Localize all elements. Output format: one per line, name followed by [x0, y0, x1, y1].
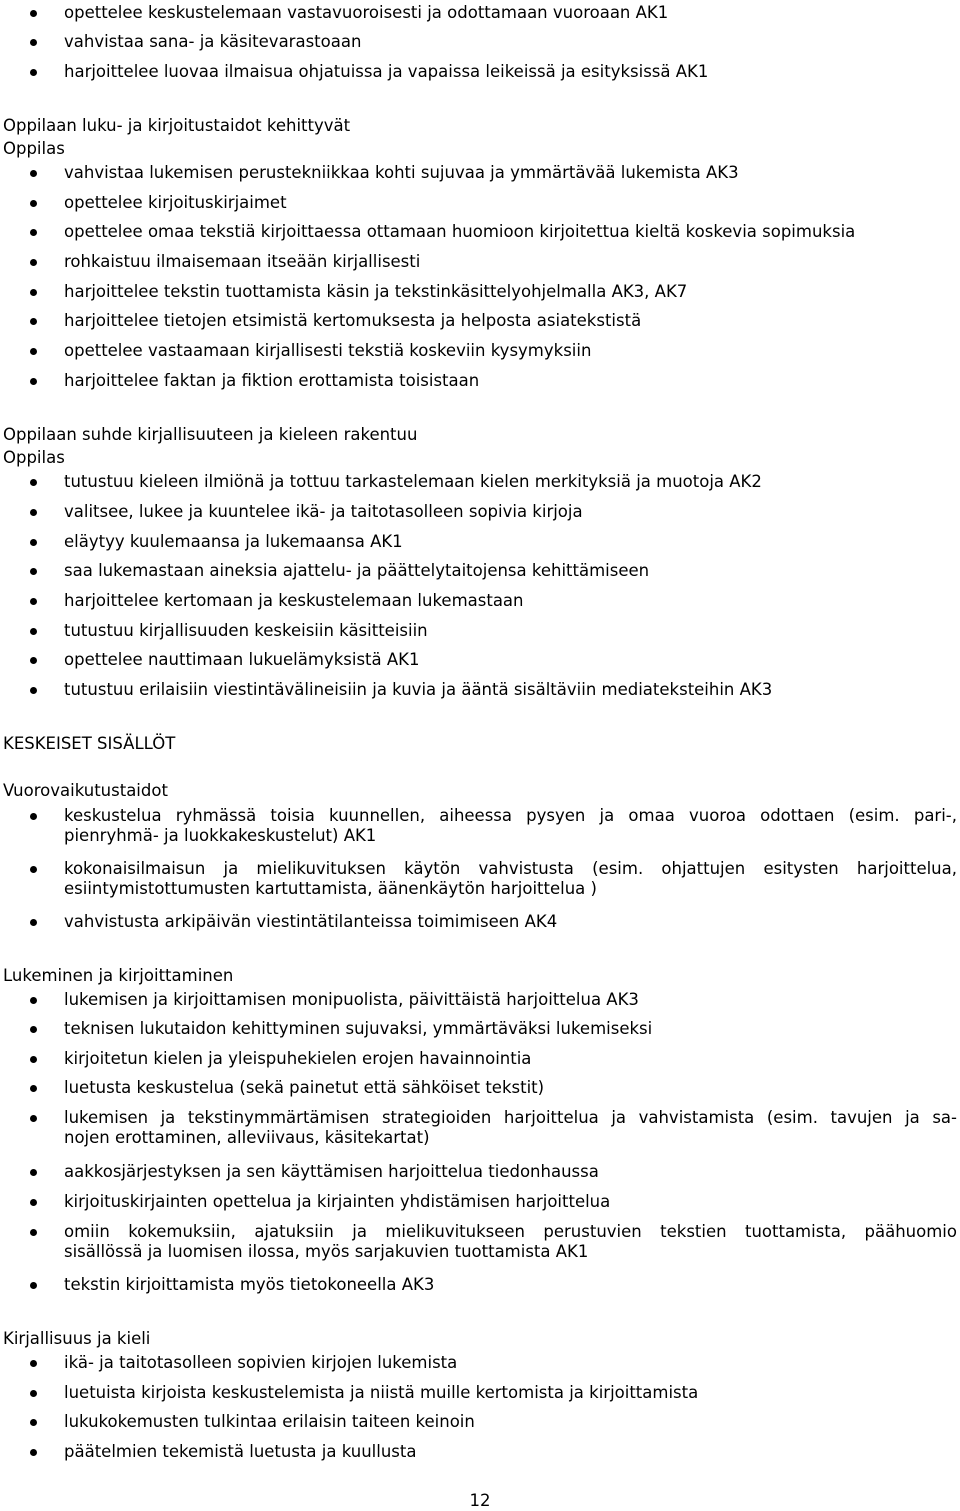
list-item-text: [64, 32, 957, 52]
text-line: sisällössä ja luomisen ilossa, myös sarjakuvien tuottamista AK1: [64, 1242, 589, 1261]
text-line: opettelee keskustelemaan vastavuoroisesti ja odottamaan vuoroaan AK1: [64, 3, 669, 22]
text-line: harjoittelee luovaa ilmaisua ohjatuissa ja vapaissa leikeissä ja esityksissä AK1: [64, 62, 709, 81]
text-line: tekstin kirjoittamista myös tietokoneella AK3: [64, 1275, 435, 1294]
subject-label: Oppilas: [3, 448, 65, 467]
text-line: esiintymistottumusten kartuttamista, äänenkäytön harjoittelua ): [64, 879, 597, 898]
text-line: vahvistusta arkipäivän viestintätilanteissa toimimiseen AK4: [64, 912, 558, 931]
list-item-text: [64, 163, 957, 183]
page-number: 12: [469, 1491, 491, 1510]
bullet-icon: [30, 259, 37, 266]
bullet-icon: [30, 289, 37, 296]
text-line: opettelee kirjoituskirjaimet: [64, 193, 287, 212]
bullet-icon: [30, 170, 37, 177]
bullet-icon: [30, 657, 37, 664]
subject-label: Oppilas: [3, 139, 65, 158]
text-line: lukemisen ja kirjoittamisen monipuolista, päivittäistä harjoittelua AK3: [64, 990, 639, 1009]
bullet-icon: [30, 813, 37, 820]
bullet-icon: [30, 919, 37, 926]
text-line: harjoittelee faktan ja fiktion erottamista toisistaan: [64, 371, 480, 390]
goal-heading: Oppilaan luku- ja kirjoitustaidot kehittyvät: [3, 116, 351, 135]
text-line: lukemisen ja tekstinymmärtämisen strategioiden harjoittelua ja vahvistamista (esim. tavujen ja sa-: [64, 1108, 957, 1127]
text-line: kirjoitetun kielen ja yleispuhekielen erojen havainnointia: [64, 1049, 532, 1068]
bullet-icon: [30, 10, 37, 17]
list-item-text: [64, 680, 957, 700]
text-line: vahvistaa sana- ja käsitevarastoaan: [64, 32, 362, 51]
list-item-text: [64, 371, 957, 391]
list-item-text: [64, 1353, 957, 1373]
bullet-icon: [30, 1449, 37, 1456]
list-item-text: [64, 1192, 957, 1212]
bullet-icon: [30, 200, 37, 207]
list-item-text: [64, 472, 957, 492]
bullet-icon: [30, 539, 37, 546]
bullet-icon: [30, 1085, 37, 1092]
text-line: kokonaisilmaisun ja mielikuvituksen käytön vahvistusta (esim. ohjattujen esitysten harjoittelua,: [64, 859, 957, 878]
text-line: vahvistaa lukemisen perustekniikkaa kohti sujuvaa ja ymmärtävää lukemista AK3: [64, 163, 739, 182]
list-item-text: [64, 912, 957, 932]
list-item-text: [64, 591, 957, 611]
bullet-icon: [30, 69, 37, 76]
subsection-heading: Vuorovaikutustaidot: [3, 781, 168, 800]
text-line: rohkaistuu ilmaisemaan itseään kirjallisesti: [64, 252, 421, 271]
list-item-text: [64, 1383, 957, 1403]
text-line: valitsee, lukee ja kuuntelee ikä- ja taitotasolleen sopivia kirjoja: [64, 502, 583, 521]
bullet-icon: [30, 318, 37, 325]
list-item-text: [64, 650, 957, 670]
bullet-icon: [30, 1282, 37, 1289]
bullet-icon: [30, 628, 37, 635]
list-item-text: [64, 193, 957, 213]
text-line: tutustuu kirjallisuuden keskeisiin käsitteisiin: [64, 621, 428, 640]
list-item-text: [64, 222, 957, 242]
bullet-icon: [30, 1360, 37, 1367]
bullet-icon: [30, 997, 37, 1004]
list-item-text: [64, 1049, 957, 1069]
bullet-icon: [30, 1056, 37, 1063]
text-line: luetuista kirjoista keskustelemista ja niistä muille kertomista ja kirjoittamista: [64, 1383, 699, 1402]
list-item-text: [64, 990, 957, 1010]
subsection-heading: Lukeminen ja kirjoittaminen: [3, 966, 234, 985]
list-item-text: [64, 3, 957, 23]
list-item-text: [64, 1162, 957, 1182]
text-line: ikä- ja taitotasolleen sopivien kirjojen lukemista: [64, 1353, 458, 1372]
text-line: teknisen lukutaidon kehittyminen sujuvaksi, ymmärtäväksi lukemiseksi: [64, 1019, 653, 1038]
list-item-text: [64, 1078, 957, 1098]
text-line: harjoittelee tietojen etsimistä kertomuksesta ja helposta asiatekstistä: [64, 311, 642, 330]
text-line: luetusta keskustelua (sekä painetut että sähköiset tekstit): [64, 1078, 545, 1097]
bullet-icon: [30, 378, 37, 385]
bullet-icon: [30, 348, 37, 355]
bullet-icon: [30, 1199, 37, 1206]
text-line: lukukokemusten tulkintaa erilaisin taiteen keinoin: [64, 1412, 475, 1431]
bullet-icon: [30, 1115, 37, 1122]
list-item-text: [64, 1412, 957, 1432]
bullet-icon: [30, 39, 37, 46]
text-line: opettelee omaa tekstiä kirjoittaessa ottamaan huomioon kirjoitettua kieltä koskevia sopimuksia: [64, 222, 856, 241]
list-item-text: [64, 252, 957, 272]
bullet-icon: [30, 866, 37, 873]
list-item-text: [64, 341, 957, 361]
text-line: tutustuu erilaisiin viestintävälineisiin ja kuvia ja ääntä sisältäviin mediateksteihin AK3: [64, 680, 773, 699]
list-item-text: [64, 502, 957, 522]
bullet-icon: [30, 687, 37, 694]
list-item-text: [64, 62, 957, 82]
text-line: saa lukemastaan aineksia ajattelu- ja päättelytaitojensa kehittämiseen: [64, 561, 650, 580]
bullet-icon: [30, 568, 37, 575]
bullet-icon: [30, 1169, 37, 1176]
text-line: omiin kokemuksiin, ajatuksiin ja mielikuvitukseen perustuvien tekstien tuottamista, päähuomio: [64, 1222, 957, 1241]
list-item-text: [64, 282, 957, 302]
text-line: kirjoituskirjainten opettelua ja kirjainten yhdistämisen harjoittelua: [64, 1192, 611, 1211]
subsection-heading: Kirjallisuus ja kieli: [3, 1329, 151, 1348]
text-line: eläytyy kuulemaansa ja lukemaansa AK1: [64, 532, 403, 551]
text-line: aakkosjärjestyksen ja sen käyttämisen harjoittelua tiedonhaussa: [64, 1162, 599, 1181]
list-item-text: [64, 859, 957, 899]
bullet-icon: [30, 598, 37, 605]
text-line: keskustelua ryhmässä toisia kuunnellen, aiheessa pysyen ja omaa vuoroa odottaen (esim. pari-,: [64, 806, 957, 825]
text-line: harjoittelee kertomaan ja keskustelemaan lukemastaan: [64, 591, 524, 610]
list-item-text: [64, 561, 957, 581]
bullet-icon: [30, 1229, 37, 1236]
list-item-text: [64, 1442, 957, 1462]
bullet-icon: [30, 509, 37, 516]
goal-heading: Oppilaan suhde kirjallisuuteen ja kieleen rakentuu: [3, 425, 418, 444]
list-item-text: [64, 1275, 957, 1295]
text-line: tutustuu kieleen ilmiönä ja tottuu tarkastelemaan kielen merkityksiä ja muotoja AK2: [64, 472, 762, 491]
text-line: nojen erottaminen, alleviivaus, käsitekartat): [64, 1128, 430, 1147]
bullet-icon: [30, 229, 37, 236]
list-item-text: [64, 311, 957, 331]
list-item-text: [64, 621, 957, 641]
list-item-text: [64, 1019, 957, 1039]
list-item-text: [64, 806, 957, 846]
text-line: pienryhmä- ja luokkakeskustelut) AK1: [64, 826, 377, 845]
text-line: opettelee nauttimaan lukuelämyksistä AK1: [64, 650, 420, 669]
bullet-icon: [30, 1419, 37, 1426]
text-line: päätelmien tekemistä luetusta ja kuullusta: [64, 1442, 417, 1461]
text-line: opettelee vastaamaan kirjallisesti tekstiä koskeviin kysymyksiin: [64, 341, 592, 360]
bullet-icon: [30, 1390, 37, 1397]
bullet-icon: [30, 479, 37, 486]
list-item-text: [64, 1108, 957, 1148]
bullet-icon: [30, 1026, 37, 1033]
list-item-text: [64, 532, 957, 552]
text-line: harjoittelee tekstin tuottamista käsin ja tekstinkäsittelyohjelmalla AK3, AK7: [64, 282, 688, 301]
section-heading: KESKEISET SISÄLLÖT: [3, 734, 176, 753]
list-item-text: [64, 1222, 957, 1262]
